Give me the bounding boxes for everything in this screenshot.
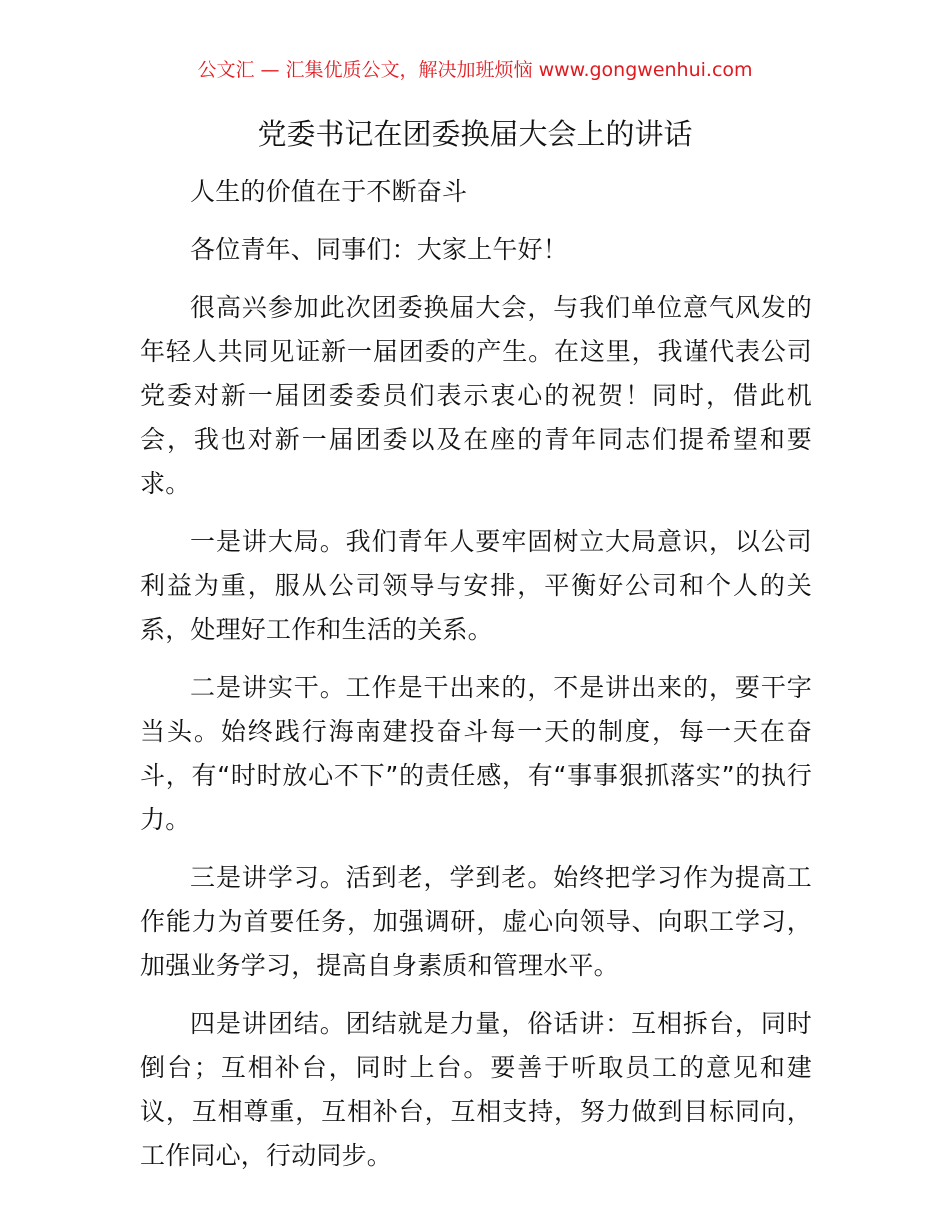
paragraph-intro: 很高兴参加此次团委换届大会，与我们单位意气风发的年轻人共同见证新一届团委的产生。在这里，我谨代表公司党委对新一届团委委员们表示衷心的祝贺！同时，借此机会，我也对新一届团委以及在座的青年同志们提希望和要求。 bbox=[140, 293, 812, 498]
site-watermark-header: 公文汇 — 汇集优质公文，解决加班烦恼 www.gongwenhui.com bbox=[197, 59, 753, 81]
document-title: 党委书记在团委换届大会上的讲话 bbox=[257, 117, 693, 151]
document-body bbox=[140, 170, 812, 1192]
paragraph-point-4: 四是讲团结。团结就是力量，俗话讲：互相拆台，同时倒台；互相补台，同时上台。要善于听取员工的意见和建议，互相尊重，互相补台，互相支持，努力做到目标同向，工作同心，行动同步。 bbox=[140, 1009, 812, 1170]
paragraph-point-3: 三是讲学习。活到老，学到老。始终把学习作为提高工作能力为首要任务，加强调研，虚心向领导、向职工学习，加强业务学习，提高自身素质和管理水平。 bbox=[140, 863, 812, 980]
paragraph-point-2: 二是讲实干。工作是干出来的，不是讲出来的，要干字当头。始终践行海南建投奋斗每一天的制度，每一天在奋斗，有“时时放心不下”的责任感，有“事事狠抓落实”的执行力。 bbox=[140, 673, 812, 834]
paragraph-point-1: 一是讲大局。我们青年人要牢固树立大局意识，以公司利益为重，服从公司领导与安排，平衡好公司和个人的关系，处理好工作和生活的关系。 bbox=[140, 527, 812, 644]
greeting: 各位青年、同事们：大家上午好！ bbox=[190, 235, 569, 264]
subtitle: 人生的价值在于不断奋斗 bbox=[190, 177, 468, 206]
